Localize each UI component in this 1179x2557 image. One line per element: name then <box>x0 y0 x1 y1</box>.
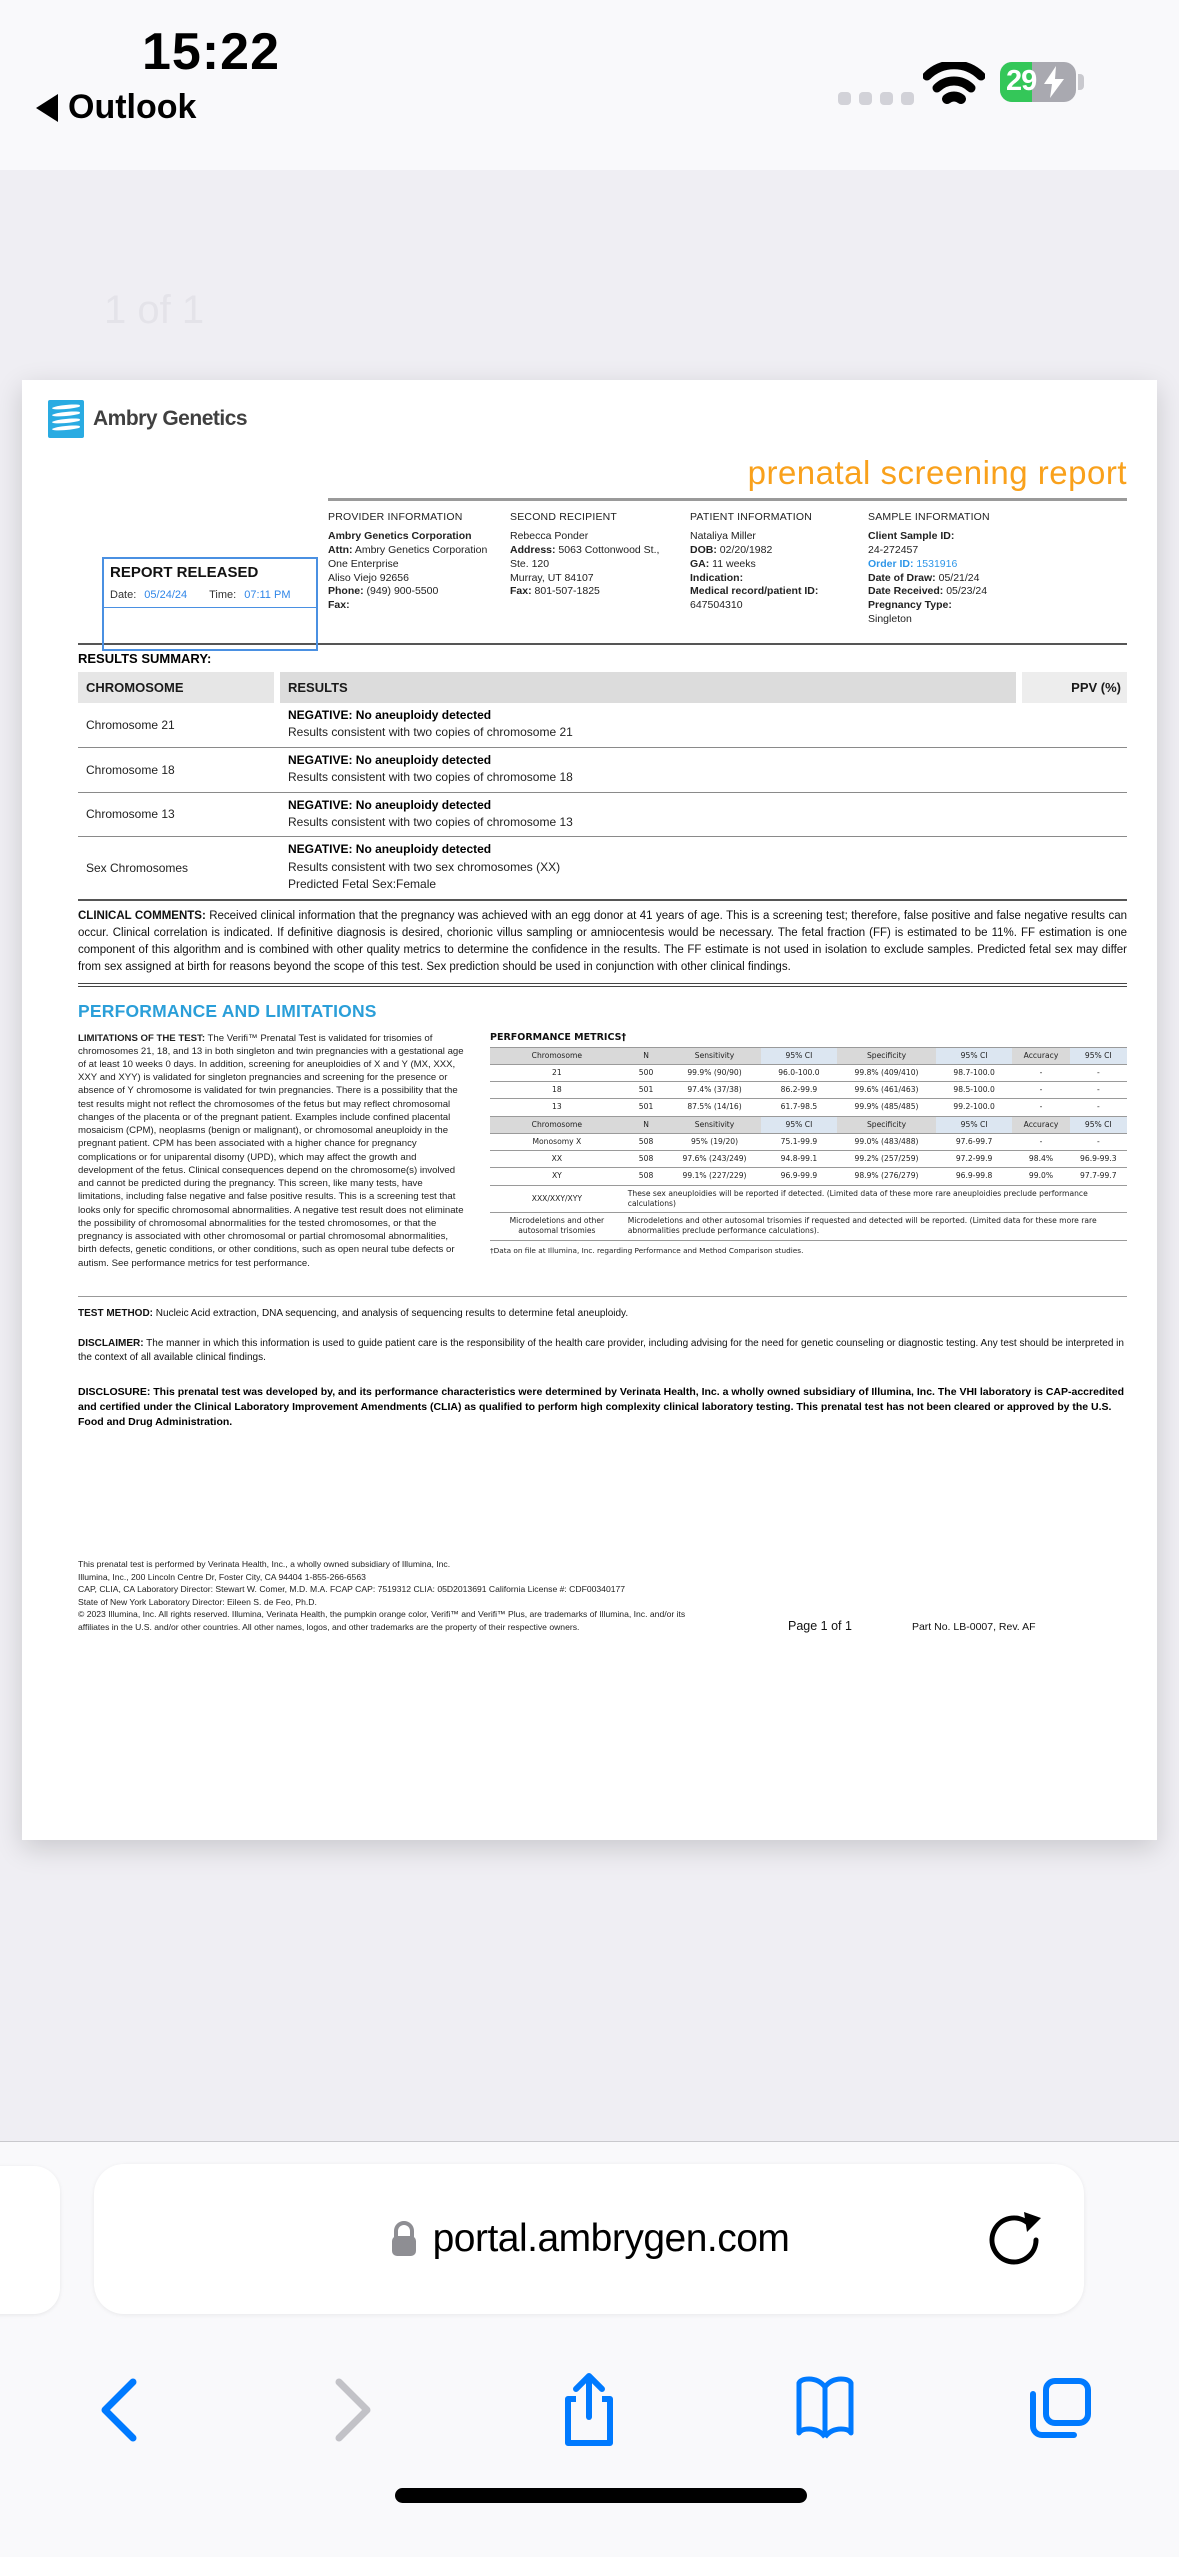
footer-line: This prenatal test is performed by Verinata Health, Inc., a wholly owned subsidiary of Illumina, Inc. <box>78 1559 451 1570</box>
patient-heading: PATIENT INFORMATION <box>690 511 813 523</box>
forward-button[interactable] <box>236 2377 472 2443</box>
logo-text: Ambry Genetics <box>93 407 248 430</box>
sample-information <box>868 511 1026 627</box>
lock-icon <box>389 2219 419 2259</box>
document-footer <box>78 1558 1127 1633</box>
col-results: RESULTS <box>280 672 1016 703</box>
results-table-row: Sex Chromosomes NEGATIVE: No aneuploidy detected Results consistent with two sex chromosomes (XX) Predicted Fetal Sex:Female <box>78 836 1127 898</box>
performance-metrics-table: Chromosome N Sensitivity 95% CI Specificity 95% CI Accuracy 95% CI 21 500 99.9% (90/90) 96.0-100.0 99.8% (409/410) 98.7-100.0 - - 18 501 97.4% (37/38) 86.2-99.9 99.6% (461/463) 98.5-100.0 - - 13 501 87.5% (14/16) 61.7-98.5 99.9% (485/485) 99.2-100.0 - - Chromosome N Sensitivity 95% CI Specificity 95% CI Accuracy 95% CI Monosomy X 508 95% (19/20) 75.1-99.9 99.0% (483/488) 97.6-99.7 - - XX 508 97.6% (243/249) 94.8-99.1 99.2% (257/259) 97.2-99.9 98.4% 96.9-99.3 XY 508 99.1% (227/229) 96.9-99.9 98.9% (276/279) 96.9-99.8 99.0% 97.7-99.7 XXX/XXY/XYY These sex aneuploidies will be reported if detected. (Limited data of these more rare aneuploidies preclude performance calculations) Microdeletions and other autosomal trisomies Microdeletions and other autosomal trisomies if requested and detected will be reported. (Limited data for these more rare abnormalities preclude performance calculations). <box>490 1047 1127 1241</box>
info-line: Pregnancy Type: <box>868 599 952 612</box>
second-recipient-heading: SECOND RECIPIENT <box>510 511 618 523</box>
results-summary-heading: RESULTS SUMMARY: <box>78 651 212 667</box>
report-released-box <box>102 557 318 651</box>
info-line: Date Received: 05/23/24 <box>868 585 988 598</box>
info-line: Fax: 801-507-1825 <box>510 585 600 598</box>
divider <box>78 899 1127 901</box>
footer-line: State of New York Laboratory Director: Eileen S. de Feo, Ph.D. <box>78 1596 317 1607</box>
disclosure: DISCLOSURE: This prenatal test was developed by, and its performance characteristics were determined by Verinata Health, Inc. a wholly owned subsidiary of Illumina, Inc. The VHI laboratory is CAP-accredited and certified under the Clinical Laboratory Improvement Amendments (CLIA) as qualified to perform high complexity clinical laboratory testing. This prenatal test has not been cleared or approved by the U.S. Food and Drug Administration. <box>78 1385 1125 1429</box>
back-to-app-button[interactable] <box>36 88 196 127</box>
limitations-label: LIMITATIONS OF THE TEST: <box>78 1032 206 1044</box>
results-table-row: Chromosome 13 NEGATIVE: No aneuploidy detected Results consistent with two copies of chromosome 13 <box>78 792 1127 837</box>
info-line: Singleton <box>868 613 912 626</box>
footer-line: © 2023 Illumina, Inc. All rights reserved. Illumina, Verinata Health, the pumpkin orange color, Verifi™ and Verifi™ Plus, are trademarks of Illumina, Inc. and/or its affiliates in the U.S. and/or other countries. All other names, logos, and other trademarks are the property of their respective owners. <box>78 1609 686 1632</box>
wifi-icon <box>923 62 985 111</box>
test-method-label: TEST METHOD: <box>78 1307 153 1319</box>
performance-metrics <box>490 1032 1127 1270</box>
url-bar[interactable] <box>94 2164 1084 2314</box>
charging-bolt-icon <box>1042 66 1066 102</box>
info-line: Attn: Ambry Genetics Corporation <box>328 543 488 556</box>
info-line: Phone: (949) 900-5500 <box>328 585 439 598</box>
battery-terminal <box>1078 74 1084 90</box>
info-line: One Enterprise <box>328 557 399 570</box>
performance-metrics-title: PERFORMANCE METRICS† <box>490 1031 627 1043</box>
back-to-app-label: Outlook <box>68 88 197 126</box>
released-date-label: Date: <box>110 589 137 601</box>
reload-button[interactable] <box>986 2209 1044 2276</box>
pdf-document-page <box>22 380 1157 1840</box>
results-table-header <box>78 672 1127 703</box>
ios-status-bar <box>0 0 1179 170</box>
footer-legal-lines <box>78 1558 718 1633</box>
limitations-text: LIMITATIONS OF THE TEST: The Verifi™ Prenatal Test is validated for trisomies of chromosomes 21, 18, and 13 in both singleton and twin pregnancies with a gestational age of at least 10 weeks 0 days. In addition, screening for aneuploidies of X and Y (MX, XXX, XXY and XYY) is validated for singleton pregnancies and screening for the presence or absence of Y chromosome is validated for twin pregnancies. There is a possibility that the test results might not reflect the chromosomes of the fetus but may reflect chromosomal changes of the placenta or of the pregnant patient. Examples include confined placental mosaicism (CPM), neoplasms (benign or malignant), or chromosomal aneuploidy in the pregnant patient. CPM has been associated with a higher chance for pregnancy complications or for uniparental disomy (UPD), which may affect the growth and development of the fetus. Clinical consequences depend on the chromosome(s) involved and cannot be predicted during the pregnancy. This screen, like many tests, have limitations, including false negative and false positive results. This is a screening test that looks only for specific chromosomal abnormalities. A negative test result does not eliminate the possibility of chromosomal abnormalities for the tested chromosomes, or that the pregnancy is associated with other chromosomal or partial chromosomal abnormalities, birth defects, genetic conditions, or other conditions, such as open neural tube defects or autism. See performance metrics for test performance. <box>78 1032 464 1269</box>
ambry-genetics-logo <box>48 400 247 438</box>
patient-information <box>690 511 868 627</box>
info-line: Indication: <box>690 571 744 584</box>
pdf-page-indicator: 1 of 1 <box>104 288 205 332</box>
footer-line: CAP, CLIA, CA Laboratory Director: Stewart W. Comer, M.D. M.A. FCAP CAP: 7519312 CLIA: 05D2013691 California License #: CDF00340177 <box>78 1584 626 1595</box>
cellular-signal-icon <box>838 92 914 105</box>
url-text: portal.ambrygen.com <box>432 2217 790 2260</box>
safari-toolbar <box>0 2350 1179 2470</box>
browser-viewport[interactable] <box>0 170 1179 2141</box>
bookmarks-button[interactable] <box>707 2375 943 2445</box>
safari-bottom-bar <box>0 2141 1179 2557</box>
disclaimer-label: DISCLAIMER: <box>78 1337 144 1349</box>
results-table-body <box>78 703 1127 899</box>
footer-line: Illumina, Inc., 200 Lincoln Centre Dr, Foster City, CA 94404 1-855-266-6563 <box>78 1571 366 1582</box>
test-method: TEST METHOD: Nucleic Acid extraction, DNA sequencing, and analysis of sequencing results to determine fetal aneuploidy. <box>78 1307 629 1319</box>
disclosure-label: DISCLOSURE: <box>78 1385 151 1398</box>
info-line: Address: 5063 Cottonwood St., Ste. 120 <box>510 543 660 570</box>
results-table-row: Chromosome 18 NEGATIVE: No aneuploidy detected Results consistent with two copies of chromosome 18 <box>78 747 1127 792</box>
performance-heading: PERFORMANCE AND LIMITATIONS <box>78 1000 377 1021</box>
info-line: DOB: 02/20/1982 <box>690 543 773 556</box>
clinical-comments-label: CLINICAL COMMENTS: <box>78 909 206 922</box>
second-recipient <box>510 511 690 627</box>
col-chromosome: CHROMOSOME <box>78 672 274 703</box>
back-to-app-icon <box>36 94 58 122</box>
info-line: 24-272457 <box>868 543 919 556</box>
info-line: Date of Draw: 05/21/24 <box>868 571 980 584</box>
report-released-label: REPORT RELEASED <box>110 564 259 581</box>
info-line[interactable]: Order ID: 1531916 <box>868 557 958 570</box>
info-line: Aliso Viejo 92656 <box>328 571 409 584</box>
clinical-comments-text: Received clinical information that the pregnancy was achieved with an egg donor at 41 years of age. This is a screening test; therefore, false positive and false negative results can occur. Clinical correlation is indicated. If definitive diagnosis is desired, chorionic villus sampling or amniocentesis would be necessary. The fetal fraction (FF) is estimated to be 11%. FF estimation is one component of this algorithm and is combined with other quality metrics to determine the confidence in the results. The FF estimate is not used in isolation to exclude samples. Predicted fetal sex may differ from sex assigned at birth for reasons beyond the scope of this test. Sex prediction should be used in conjunction with other clinical findings. <box>78 909 1127 974</box>
info-line: Client Sample ID: <box>868 530 955 542</box>
status-time: 15:22 <box>142 23 280 81</box>
info-line: Murray, UT 84107 <box>510 571 594 584</box>
battery-percent: 29 <box>1006 65 1037 97</box>
provider-information <box>328 511 510 627</box>
part-number: Part No. LB-0007, Rev. AF <box>911 1621 1036 1634</box>
released-time-value: 07:11 PM <box>244 589 291 601</box>
info-line: GA: 11 weeks <box>690 557 756 570</box>
released-date-value: 05/24/24 <box>144 589 188 601</box>
divider <box>328 498 1127 501</box>
page-number: Page 1 of 1 <box>788 1619 852 1634</box>
info-line: 647504310 <box>690 599 743 612</box>
info-line: Rebecca Ponder <box>510 530 589 542</box>
home-indicator[interactable] <box>395 2488 807 2503</box>
tabs-button[interactable] <box>943 2375 1179 2445</box>
clinical-comments <box>78 908 1127 977</box>
adjacent-tab-peek[interactable] <box>0 2166 60 2314</box>
battery-icon <box>1000 62 1076 102</box>
col-ppv: PPV (%) <box>1022 672 1127 703</box>
provider-heading: PROVIDER INFORMATION <box>328 511 463 523</box>
info-line: Fax: <box>328 599 350 612</box>
metrics-footnote: †Data on file at Illumina, Inc. regarding Performance and Method Comparison studies. <box>490 1245 804 1255</box>
divider <box>78 1296 1127 1297</box>
results-table-row: Chromosome 21 NEGATIVE: No aneuploidy detected Results consistent with two copies of chromosome 21 <box>86 708 573 740</box>
share-button[interactable] <box>472 2371 708 2449</box>
back-button[interactable] <box>0 2377 236 2443</box>
report-title: prenatal screening report <box>747 454 1127 491</box>
info-line: Nataliya Miller <box>690 530 756 542</box>
info-line: Medical record/patient ID: <box>690 585 819 598</box>
disclaimer: DISCLAIMER: The manner in which this information is used to guide patient care is the responsibility of the health care provider, including advising for the need for genetic counseling or diagnostic testing. Any test should be interpreted in the context of all available clinical findings. <box>78 1337 1124 1363</box>
sample-heading: SAMPLE INFORMATION <box>868 511 990 523</box>
divider <box>78 983 1127 987</box>
released-time-label: Time: <box>209 589 237 601</box>
info-line: Ambry Genetics Corporation <box>328 530 472 542</box>
ambry-logo-icon <box>48 400 84 438</box>
